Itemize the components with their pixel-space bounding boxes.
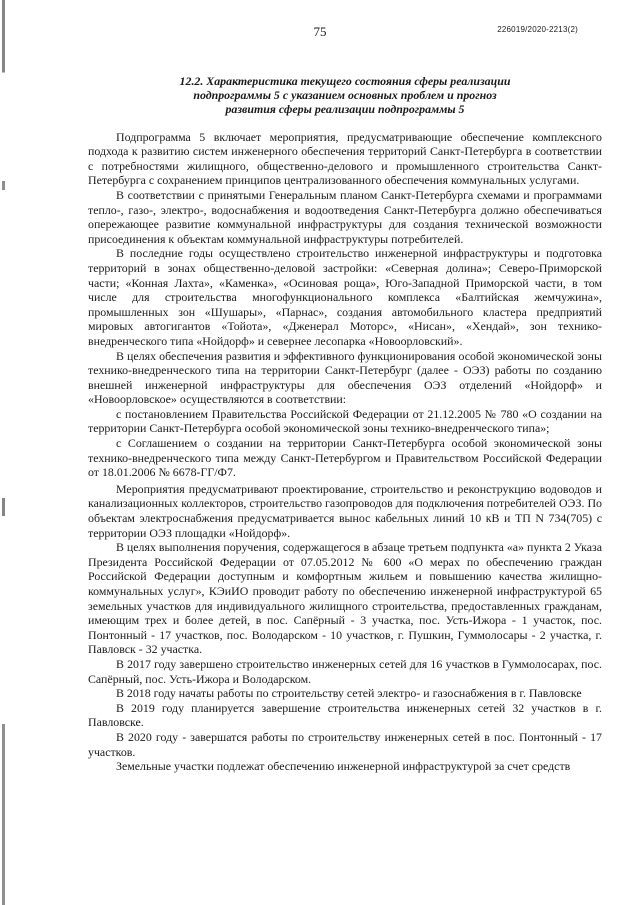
paragraph-year-2018: В 2018 году начаты работы по строительству сетей электро- и газоснабжения в г. Павловске (116, 686, 582, 701)
paragraph-year-2017: В 2017 году завершено строительство инженерных сетей для 16 участков в Гуммолосарах, пос. Сапёрный, пос. Усть-Ижора и Володарском. (88, 656, 602, 686)
section-title-line: подпрограммы 5 с указанием основных проблем и прогноз (193, 88, 497, 103)
section-title-line: развития сферы реализации подпрограммы 5 (225, 102, 465, 117)
paragraph-government-decree: с постановлением Правительства Российской Федерации от 21.12.2005 № 780 «О создании на территории Санкт-Петербурга особой экономической зоны технико-внедренческого типа»; (88, 406, 602, 436)
paragraph-year-2020: В 2020 году - завершатся работы по строительству инженерных сетей в пос. Понтонный - 17 участков. (88, 729, 602, 759)
section-title-line: 12.2. Характеристика текущего состояния сферы реализации (179, 74, 511, 88)
paragraph-agreement: с Соглашением о создании на территории Санкт-Петербурга особой экономической зоны технико-внедренческого типа между Санкт-Петербургом и Правительством Российской Федерации от 18.01.2006 № 6678-ГГ/Ф7. (88, 436, 602, 480)
paragraph-measures: Мероприятия предусматривают проектирование, строительство и реконструкцию водоводов и канализационных коллекторов, строительство газопроводов для подключения потребителей ОЭЗ. По объектам электроснабжения предусматривается вынос кабельных линий 10 кВ и ТП N 734(705) с территории ОЭЗ площадки «Нойдорф». (88, 481, 602, 540)
paragraph-presidential-decree: В целях выполнения поручения, содержащегося в абзаце третьем подпункта «а» пункта 2 Указа Президента Российской Федерации от 07.05.2012 № 600 «О мерах по обеспечению граждан Российской Федерации доступным и комфортным жильем и повышению качества жилищно-коммунальных услуг», КЭиИО проводит работу по обеспечению инженерной инфраструктурой 65 земельных участков для индивидуального жилищного строительства, предоставленных гражданам, имеющим трех и более детей, в пос. Сапёрный - 3 участка, пос. Усть-Ижора - 1 участок, пос. Понтонный - 17 участков, пос. Володарском - 10 участков, г. Пушкин, Гуммолосары - 2 участка, г. Павловск - 32 участка. (88, 540, 602, 657)
paragraph-year-2019: В 2019 году планируется завершение строительства инженерных сетей 32 участков в г. Павловске. (88, 700, 602, 730)
paragraph-special-economic-zone: В целях обеспечения развития и эффективного функционирования особой экономической зоны технико-внедренческого типа на территории Санкт-Петербург (далее - ОЭЗ) работы по созданию внешней инженерной инфраструктуры для обеспечения ОЭЗ отделений «Нойдорф» и «Новоорловское» осуществляются в соответствии: (88, 348, 602, 407)
section-title (88, 74, 602, 117)
paragraph-general-plan: В соответствии с принятыми Генеральным планом Санкт-Петербурга схемами и программами тепло-, газо-, электро-, водоснабжения и водоотведения Санкт-Петербурга должно обеспечиваться опережающее развитие коммунальной инфраструктуры для создания технической возможности присоединения к объектам коммунальной инфраструктуры потребителей. (88, 187, 602, 246)
paragraph-recent-years: В последние годы осуществлено строительство инженерной инфраструктуры и подготовка территорий в зонах общественно-деловой застройки: «Северная долина»; Северо-Приморской части; «Конная Лахта», «Каменка», «Осиновая роща», Юго-Западной Приморской части, в том числе для строительства многофункционального комплекса «Балтийская жемчужина», промышленных зон «Шушары», «Парнас», создания автомобильного кластера предприятий мировых автогигантов «Тойота», «Дженерал Моторс», «Нисан», «Хендай», зон технико-внедренческого типа «Нойдорф» и севернее лесопарка «Новоорловский». (88, 246, 602, 348)
document-id: 226019/2020-2213(2) (497, 25, 578, 34)
paragraph-land-plots: Земельные участки подлежат обеспечению инженерной инфраструктурой за счет средств (116, 759, 571, 774)
page-number: 75 (313, 24, 327, 39)
document-body (88, 74, 602, 774)
scan-edge-mark (2, 0, 5, 905)
paragraph-intro: Подпрограмма 5 включает мероприятия, предусматривающие обеспечение комплексного подхода к развитию систем инженерного обеспечения территорий Санкт-Петербурга в соответствии с потребностями жилищного, общественно-делового и промышленного строительства Санкт-Петербурга с сохранением принципов централизованного обеспечения коммунальных услугами. (88, 129, 602, 188)
